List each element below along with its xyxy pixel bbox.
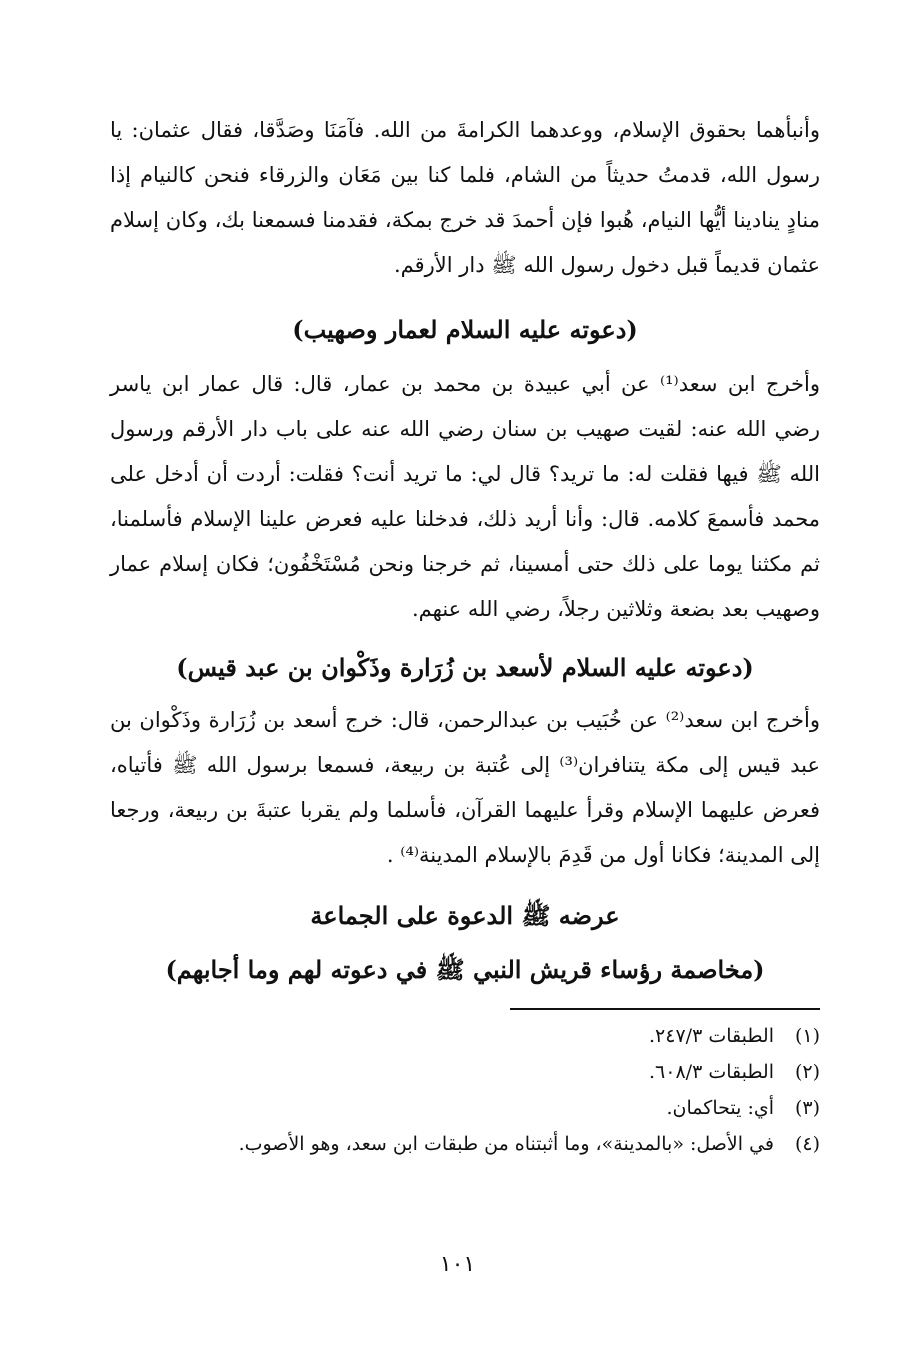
footnote-divider [510,1008,820,1010]
section-heading-ammar-suhaib: (دعوته عليه السلام لعمار وصهيب) [292,315,638,344]
section-heading-quraysh-dispute: (مخاصمة رؤساء قريش النبي ﷺ في دعوته لهم وما أجابهم) [165,955,765,984]
body-paragraph-3: وأخرج ابن سعد⁽²⁾ عن خُبَيب بن عبدالرحمن، قال: خرج أسعد بن زُرَارة وذَكْوان بن عبد قيس إلى مكة يتنافران⁽³⁾ إلى عُتبة بن ربيعة، فسمعا برسول الله ﷺ فأتياه، فعرض عليهما الإسلام وقرأ عليهما القرآن، فأسلما ولم يقربا عتبةَ بن ربيعة، ورجعا إلى المدينة؛ فكانا أول من قَدِمَ بالإسلام المدينة⁽⁴⁾ . [110,708,820,867]
footnote-number: (٢) [794,1061,820,1083]
section-heading-asad-dhakwan: (دعوته عليه السلام لأسعد بن زُرَارة وذَكْوان بن عبد قيس) [176,653,754,682]
footnote-number: (٣) [794,1097,820,1119]
body-paragraph-2: وأخرج ابن سعد⁽¹⁾ عن أبي عبيدة بن محمد بن عمار، قال: قال عمار ابن ياسر رضي الله عنه: لقيت صهيب بن سنان رضي الله عنه على باب دار الأرقم ورسول الله ﷺ فيها فقلت له: ما تريد؟ قال لي: ما تريد أنت؟ فقلت: أردت أن أدخل على محمد فأسمعَ كلامه. قال: وأنا أريد ذلك، فدخلنا عليه فعرض علينا الإسلام فأسلمنا، ثم مكثنا يوما على ذلك حتى أمسينا، ثم خرجنا ونحن مُسْتَخْفُون؛ فكان إسلام عمار وصهيب بعد بضعة وثلاثين رجلاً، رضي الله عنهم. [110,372,820,621]
page-number: ١٠١ [439,1252,476,1277]
footnote-text: الطبقات ٦٠٨/٣. [649,1061,774,1083]
footnote-text: في الأصل: «بالمدينة»، وما أثبتناه من طبقات ابن سعد، وهو الأصوب. [238,1133,774,1155]
footnote-number: (١) [794,1025,820,1047]
footnotes [110,1018,820,1162]
footnote-text: أي: يتحاكمان. [666,1097,774,1119]
footnote-item [110,1018,820,1054]
footnote-item [110,1126,820,1162]
book-page [110,100,820,1326]
footnote-text: الطبقات ٢٤٧/٣. [649,1025,774,1047]
footnote-item [110,1054,820,1090]
section-heading-group-dawah: عرضه ﷺ الدعوة على الجماعة [310,901,620,930]
body-paragraph-1: وأنبأهما بحقوق الإسلام، ووعدهما الكرامةَ من الله. فآمَنَا وصَدَّقا، فقال عثمان: يا رسول الله، قدمتُ حديثاً من الشام، فلما كنا بين مَعَان والزرقاء فنحن كالنيام إذا منادٍ ينادينا أيُّها النيام، هُبوا فإن أحمدَ قد خرج بمكة، فقدمنا فسمعنا بك، وكان إسلام عثمان قديماً قبل دخول رسول الله ﷺ دار الأرقم. [110,118,820,277]
footnote-number: (٤) [794,1133,820,1155]
footnote-item [110,1090,820,1126]
